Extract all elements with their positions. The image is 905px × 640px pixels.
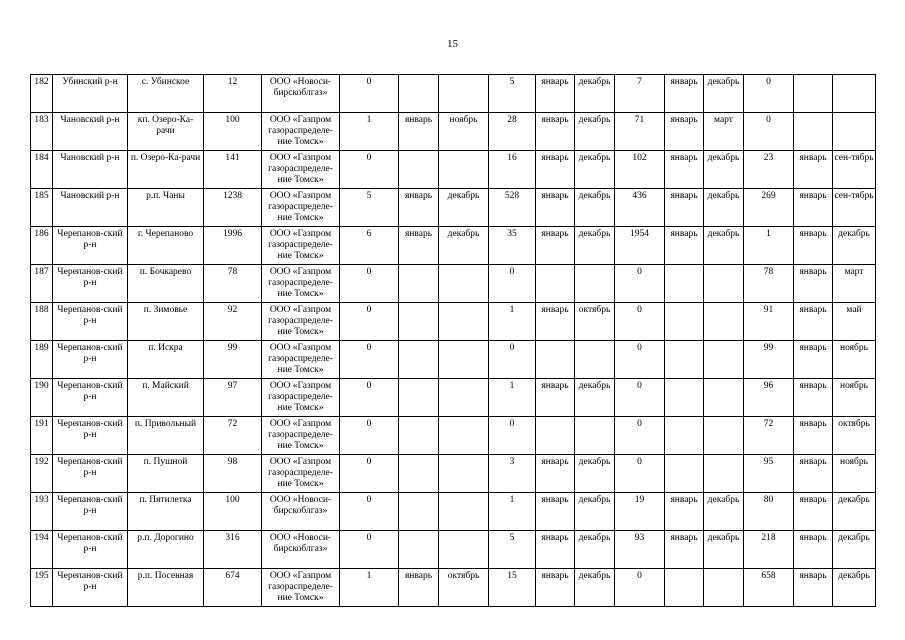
table-row (31, 417, 876, 455)
month-end-cell: декабрь (833, 493, 876, 531)
month-start-cell: январь (536, 531, 575, 569)
value-cell: 0 (615, 303, 665, 341)
value-cell: 16 (489, 151, 536, 189)
month-end-cell (575, 341, 615, 379)
district-cell: Черепанов-ский р-н (53, 379, 128, 417)
value-cell: 0 (340, 379, 399, 417)
month-start-cell: январь (794, 265, 833, 303)
row-number: 191 (31, 417, 53, 455)
value-cell: 93 (615, 531, 665, 569)
month-start-cell: январь (536, 379, 575, 417)
value-cell: 0 (615, 379, 665, 417)
month-start-cell: январь (794, 303, 833, 341)
data-table (30, 74, 876, 607)
district-cell: Убинский р-н (53, 75, 128, 113)
row-number: 187 (31, 265, 53, 303)
value-cell: 5 (340, 189, 399, 227)
month-start-cell: январь (794, 151, 833, 189)
value-cell: 0 (340, 493, 399, 531)
value-cell: 0 (615, 569, 665, 607)
locality-cell: п. Майский (128, 379, 204, 417)
month-end-cell (439, 341, 489, 379)
month-start-cell: январь (665, 531, 704, 569)
value-cell: 1 (340, 569, 399, 607)
month-end-cell (833, 75, 876, 113)
month-end-cell: декабрь (704, 75, 744, 113)
month-end-cell (439, 379, 489, 417)
value-cell: 28 (489, 113, 536, 151)
month-start-cell: январь (536, 455, 575, 493)
district-cell: Чановский р-н (53, 151, 128, 189)
month-start-cell: январь (794, 417, 833, 455)
value-cell: 5 (489, 531, 536, 569)
table-row (31, 151, 876, 189)
month-start-cell (399, 493, 439, 531)
value-cell: 658 (744, 569, 794, 607)
month-end-cell (439, 151, 489, 189)
value-cell: 0 (340, 531, 399, 569)
month-start-cell (665, 341, 704, 379)
value-cell: 1 (340, 113, 399, 151)
value-cell: 0 (744, 113, 794, 151)
month-end-cell: декабрь (575, 75, 615, 113)
month-start-cell (399, 265, 439, 303)
district-cell: Черепанов-ский р-н (53, 227, 128, 265)
organization-cell: ООО «Газпром газораспределе-ние Томск» (262, 151, 340, 189)
value-cell: 218 (744, 531, 794, 569)
month-start-cell: январь (794, 227, 833, 265)
value-cell: 0 (489, 265, 536, 303)
month-start-cell (536, 341, 575, 379)
district-cell: Черепанов-ский р-н (53, 531, 128, 569)
month-start-cell: январь (536, 227, 575, 265)
month-start-cell (536, 265, 575, 303)
month-end-cell: ноябрь (833, 379, 876, 417)
month-start-cell (794, 113, 833, 151)
organization-cell: ООО «Газпром газораспределе-ние Томск» (262, 227, 340, 265)
district-cell: Черепанов-ский р-н (53, 265, 128, 303)
month-end-cell: декабрь (704, 227, 744, 265)
value-cell: 99 (744, 341, 794, 379)
locality-cell: р.п. Посевная (128, 569, 204, 607)
locality-cell: п. Озеро-Ка-рачи (128, 151, 204, 189)
month-start-cell (536, 417, 575, 455)
month-end-cell: декабрь (704, 531, 744, 569)
table-body (31, 75, 876, 607)
table-row (31, 113, 876, 151)
population-cell: 100 (204, 493, 262, 531)
month-start-cell: январь (665, 113, 704, 151)
value-cell: 0 (340, 75, 399, 113)
locality-cell: кп. Озеро-Ка-рачи (128, 113, 204, 151)
month-start-cell: январь (399, 113, 439, 151)
district-cell: Черепанов-ский р-н (53, 569, 128, 607)
value-cell: 7 (615, 75, 665, 113)
month-start-cell: январь (794, 569, 833, 607)
value-cell: 0 (340, 417, 399, 455)
organization-cell: ООО «Газпром газораспределе-ние Томск» (262, 417, 340, 455)
table-row (31, 189, 876, 227)
month-end-cell (439, 493, 489, 531)
table-row (31, 379, 876, 417)
value-cell: 96 (744, 379, 794, 417)
month-start-cell: январь (665, 75, 704, 113)
row-number: 183 (31, 113, 53, 151)
value-cell: 72 (744, 417, 794, 455)
value-cell: 80 (744, 493, 794, 531)
month-start-cell (665, 379, 704, 417)
month-end-cell (439, 455, 489, 493)
table-row (31, 455, 876, 493)
month-end-cell: декабрь (833, 531, 876, 569)
month-start-cell (665, 417, 704, 455)
population-cell: 92 (204, 303, 262, 341)
month-start-cell: январь (665, 227, 704, 265)
month-end-cell: декабрь (575, 455, 615, 493)
value-cell: 0 (340, 303, 399, 341)
value-cell: 0 (615, 455, 665, 493)
month-end-cell: ноябрь (439, 113, 489, 151)
value-cell: 0 (615, 265, 665, 303)
month-start-cell (399, 151, 439, 189)
value-cell: 0 (340, 341, 399, 379)
population-cell: 100 (204, 113, 262, 151)
month-end-cell: декабрь (575, 379, 615, 417)
locality-cell: п. Искра (128, 341, 204, 379)
month-end-cell: октябрь (439, 569, 489, 607)
month-start-cell (399, 341, 439, 379)
locality-cell: г. Черепаново (128, 227, 204, 265)
month-end-cell: декабрь (439, 189, 489, 227)
table-row (31, 303, 876, 341)
value-cell: 269 (744, 189, 794, 227)
population-cell: 98 (204, 455, 262, 493)
month-end-cell: декабрь (575, 189, 615, 227)
population-cell: 12 (204, 75, 262, 113)
month-end-cell: декабрь (575, 493, 615, 531)
population-cell: 99 (204, 341, 262, 379)
month-start-cell (399, 379, 439, 417)
month-end-cell (833, 113, 876, 151)
organization-cell: ООО «Газпром газораспределе-ние Томск» (262, 113, 340, 151)
month-start-cell: январь (794, 379, 833, 417)
population-cell: 72 (204, 417, 262, 455)
organization-cell: ООО «Газпром газораспределе-ние Томск» (262, 569, 340, 607)
population-cell: 1996 (204, 227, 262, 265)
district-cell: Черепанов-ский р-н (53, 303, 128, 341)
value-cell: 528 (489, 189, 536, 227)
district-cell: Чановский р-н (53, 189, 128, 227)
month-start-cell: январь (794, 493, 833, 531)
month-start-cell: январь (536, 189, 575, 227)
locality-cell: с. Убинское (128, 75, 204, 113)
month-start-cell: январь (794, 189, 833, 227)
row-number: 190 (31, 379, 53, 417)
month-end-cell (704, 265, 744, 303)
row-number: 188 (31, 303, 53, 341)
district-cell: Черепанов-ский р-н (53, 493, 128, 531)
population-cell: 1238 (204, 189, 262, 227)
month-end-cell (439, 75, 489, 113)
month-end-cell: декабрь (704, 189, 744, 227)
value-cell: 0 (340, 265, 399, 303)
month-end-cell: декабрь (575, 531, 615, 569)
page-number: 15 (447, 38, 458, 50)
organization-cell: ООО «Новоси-бирскоблгаз» (262, 75, 340, 113)
value-cell: 91 (744, 303, 794, 341)
month-start-cell (399, 531, 439, 569)
month-start-cell (665, 569, 704, 607)
row-number: 192 (31, 455, 53, 493)
organization-cell: ООО «Новоси-бирскоблгаз» (262, 493, 340, 531)
value-cell: 102 (615, 151, 665, 189)
month-end-cell (704, 379, 744, 417)
population-cell: 141 (204, 151, 262, 189)
table-row (31, 569, 876, 607)
value-cell: 95 (744, 455, 794, 493)
month-start-cell: январь (536, 569, 575, 607)
district-cell: Черепанов-ский р-н (53, 417, 128, 455)
organization-cell: ООО «Новоси-бирскоблгаз» (262, 531, 340, 569)
organization-cell: ООО «Газпром газораспределе-ние Томск» (262, 303, 340, 341)
month-end-cell: ноябрь (833, 341, 876, 379)
month-start-cell: январь (794, 531, 833, 569)
value-cell: 0 (489, 417, 536, 455)
row-number: 184 (31, 151, 53, 189)
month-start-cell: январь (665, 189, 704, 227)
value-cell: 436 (615, 189, 665, 227)
table-row (31, 265, 876, 303)
value-cell: 0 (744, 75, 794, 113)
month-start-cell (399, 75, 439, 113)
month-end-cell (575, 417, 615, 455)
row-number: 193 (31, 493, 53, 531)
month-end-cell (439, 531, 489, 569)
locality-cell: п. Бочкарево (128, 265, 204, 303)
month-start-cell (399, 455, 439, 493)
month-start-cell: январь (665, 151, 704, 189)
table-row (31, 493, 876, 531)
value-cell: 35 (489, 227, 536, 265)
month-end-cell (704, 303, 744, 341)
organization-cell: ООО «Газпром газораспределе-ние Томск» (262, 379, 340, 417)
month-end-cell: декабрь (575, 227, 615, 265)
month-end-cell: сен-тябрь (833, 189, 876, 227)
month-start-cell: январь (536, 493, 575, 531)
population-cell: 78 (204, 265, 262, 303)
value-cell: 1 (489, 379, 536, 417)
month-start-cell: январь (536, 151, 575, 189)
row-number: 186 (31, 227, 53, 265)
table-row (31, 75, 876, 113)
month-start-cell: январь (665, 493, 704, 531)
month-end-cell: октябрь (833, 417, 876, 455)
value-cell: 1954 (615, 227, 665, 265)
locality-cell: п. Пятилетка (128, 493, 204, 531)
district-cell: Черепанов-ский р-н (53, 341, 128, 379)
locality-cell: п. Привольный (128, 417, 204, 455)
month-end-cell (439, 265, 489, 303)
month-start-cell: январь (399, 569, 439, 607)
value-cell: 0 (340, 455, 399, 493)
month-start-cell: январь (536, 113, 575, 151)
month-start-cell: январь (536, 75, 575, 113)
locality-cell: п. Зимовье (128, 303, 204, 341)
month-start-cell: январь (794, 341, 833, 379)
table-row (31, 341, 876, 379)
population-cell: 674 (204, 569, 262, 607)
month-start-cell (665, 455, 704, 493)
month-end-cell (704, 569, 744, 607)
month-end-cell: декабрь (833, 569, 876, 607)
month-start-cell (665, 265, 704, 303)
value-cell: 19 (615, 493, 665, 531)
row-number: 194 (31, 531, 53, 569)
row-number: 185 (31, 189, 53, 227)
value-cell: 23 (744, 151, 794, 189)
value-cell: 1 (489, 493, 536, 531)
row-number: 195 (31, 569, 53, 607)
month-end-cell: декабрь (704, 151, 744, 189)
month-end-cell (439, 417, 489, 455)
month-end-cell: октябрь (575, 303, 615, 341)
month-start-cell (399, 417, 439, 455)
value-cell: 78 (744, 265, 794, 303)
month-end-cell: март (704, 113, 744, 151)
district-cell: Чановский р-н (53, 113, 128, 151)
organization-cell: ООО «Газпром газораспределе-ние Томск» (262, 189, 340, 227)
month-end-cell (439, 303, 489, 341)
month-end-cell: март (833, 265, 876, 303)
month-end-cell (704, 341, 744, 379)
month-start-cell: январь (794, 455, 833, 493)
month-end-cell: май (833, 303, 876, 341)
month-start-cell: январь (536, 303, 575, 341)
month-start-cell (399, 303, 439, 341)
month-start-cell: январь (399, 227, 439, 265)
value-cell: 1 (744, 227, 794, 265)
value-cell: 6 (340, 227, 399, 265)
value-cell: 71 (615, 113, 665, 151)
value-cell: 0 (340, 151, 399, 189)
organization-cell: ООО «Газпром газораспределе-ние Томск» (262, 265, 340, 303)
month-end-cell (704, 417, 744, 455)
month-end-cell: декабрь (575, 113, 615, 151)
population-cell: 316 (204, 531, 262, 569)
month-start-cell (794, 75, 833, 113)
organization-cell: ООО «Газпром газораспределе-ние Томск» (262, 341, 340, 379)
value-cell: 0 (615, 341, 665, 379)
month-end-cell: декабрь (704, 493, 744, 531)
locality-cell: р.п. Чаны (128, 189, 204, 227)
district-cell: Черепанов-ский р-н (53, 455, 128, 493)
month-end-cell: декабрь (575, 151, 615, 189)
locality-cell: р.п. Дорогино (128, 531, 204, 569)
row-number: 182 (31, 75, 53, 113)
value-cell: 0 (489, 341, 536, 379)
value-cell: 0 (615, 417, 665, 455)
table-row (31, 531, 876, 569)
value-cell: 5 (489, 75, 536, 113)
month-end-cell: декабрь (575, 569, 615, 607)
month-start-cell (665, 303, 704, 341)
row-number: 189 (31, 341, 53, 379)
population-cell: 97 (204, 379, 262, 417)
month-end-cell: декабрь (833, 227, 876, 265)
month-end-cell: декабрь (439, 227, 489, 265)
month-end-cell: ноябрь (833, 455, 876, 493)
month-end-cell (704, 455, 744, 493)
value-cell: 3 (489, 455, 536, 493)
locality-cell: п. Пушной (128, 455, 204, 493)
month-start-cell: январь (399, 189, 439, 227)
value-cell: 15 (489, 569, 536, 607)
table-row (31, 227, 876, 265)
month-end-cell (575, 265, 615, 303)
value-cell: 1 (489, 303, 536, 341)
month-end-cell: сен-тябрь (833, 151, 876, 189)
organization-cell: ООО «Газпром газораспределе-ние Томск» (262, 455, 340, 493)
